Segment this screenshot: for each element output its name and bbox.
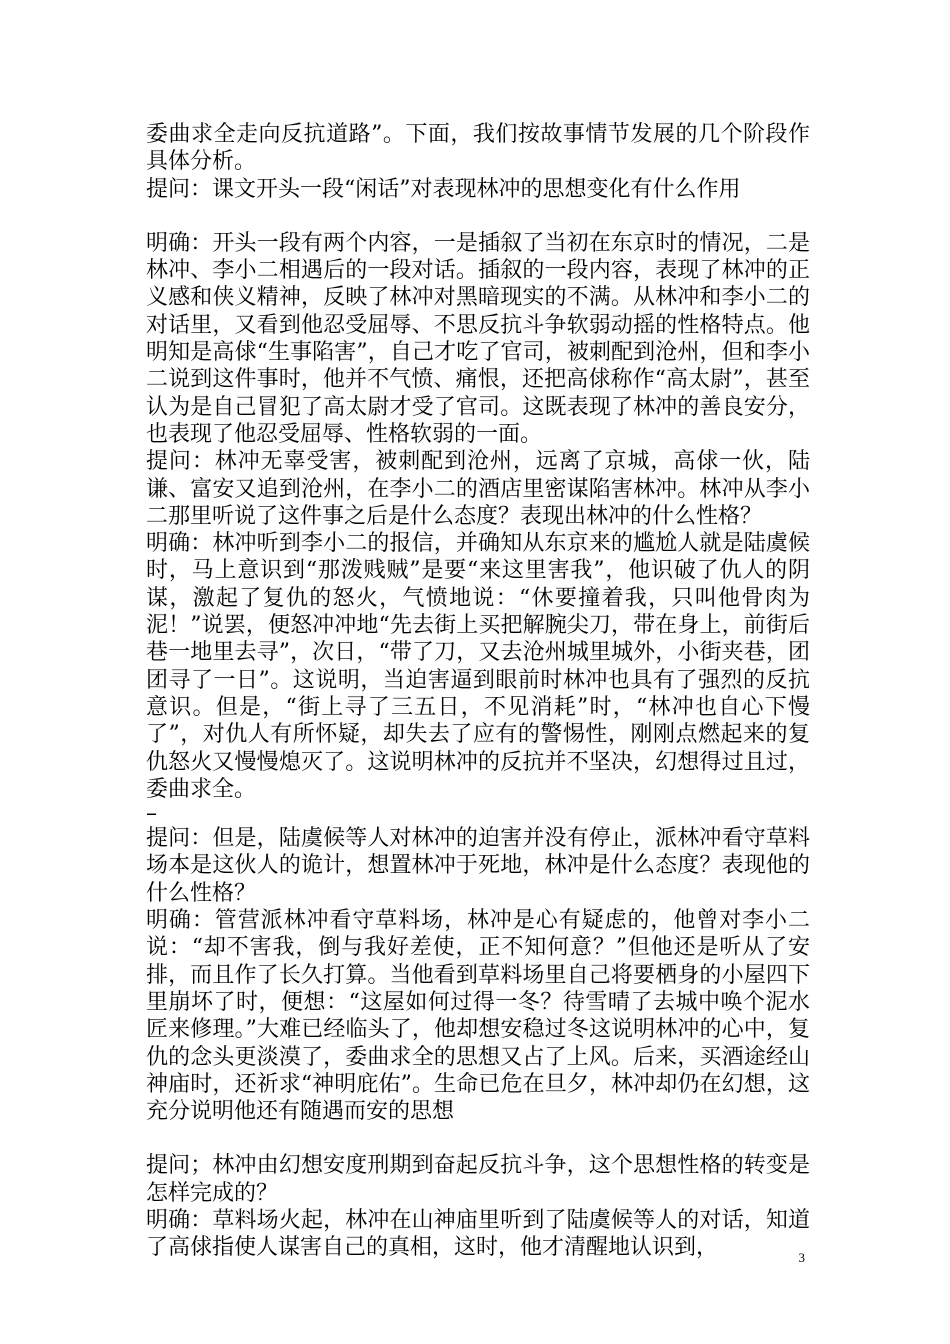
paragraph: 委曲求全走向反抗道路”。下面，我们按故事情节发展的几个阶段作具体分析。 <box>146 122 810 175</box>
blank-line <box>146 203 810 230</box>
blank-line <box>146 1125 810 1152</box>
answer-paragraph: 明确：管营派林冲看守草料场，林冲是心有疑虑的，他曾对李小二说：“却不害我，倒与我好差使，正不知何意？”但他还是听从了安排，而且作了长久打算。当他看到草料场里自己将要栖身的小屋四下里崩坏了时，便想：“这屋如何过得一冬？待雪晴了去城中唤个泥水匠来修理。”大难已经临头了，他却想安稳过冬这说明林冲的心中，复仇的念头更淡漠了，委曲求全的思想又占了上风。后来，买酒途经山神庙时，还祈求“神明庇佑”。生命已危在旦夕，林冲却仍在幻想，这充分说明他还有随遇而安的思想 <box>146 908 810 1125</box>
question-paragraph: 提问：林冲无辜受害，被刺配到沧州，远离了京城，高俅一伙，陆谦、富安又追到沧州，在李小二的酒店里密谋陷害林冲。林冲从李小二那里听说了这件事之后是什么态度？表现出林冲的什么性格？ <box>146 449 810 529</box>
question-paragraph: 提问：课文开头一段“闲话”对表现林冲的思想变化有什么作用 <box>146 176 741 202</box>
question-paragraph: 提问：但是，陆虞候等人对林冲的迫害并没有停止，派林冲看守草料场本是这伙人的诡计，想置林冲于死地，林冲是什么态度？表现他的什么性格？ <box>146 826 810 906</box>
dash-line: – <box>146 801 157 827</box>
answer-paragraph: 明确：开头一段有两个内容，一是插叙了当初在东京时的情况，二是林冲、李小二相遇后的一段对话。插叙的一段内容，表现了林冲的正义感和侠义精神，反映了林冲对黑暗现实的不满。从林冲和李小二的对话里，又看到他忍受屈辱、不思反抗斗争软弱动摇的性格特点。他明知是高俅“生事陷害”，自己才吃了官司，被刺配到沧州，但和李小二说到这件事时，他并不气愤、痛恨，还把高俅称作“高太尉”，甚至认为是自己冒犯了高太尉才受了官司。这既表现了林冲的善良安分，也表现了他忍受屈辱、性格软弱的一面。 <box>146 230 810 447</box>
page-number: 3 <box>798 1250 805 1265</box>
question-paragraph: 提问；林冲由幻想安度刑期到奋起反抗斗争，这个思想性格的转变是怎样完成的？ <box>146 1153 810 1206</box>
document-body <box>146 121 810 1262</box>
answer-paragraph: 明确：草料场火起，林冲在山神庙里听到了陆虞候等人的对话，知道了高俅指使人谋害自己的真相，这时，他才清醒地认识到， <box>146 1207 810 1261</box>
answer-paragraph: 明确：林冲听到李小二的报信，并确知从东京来的尴尬人就是陆虞候时，马上意识到“那泼贱贼”是要“来这里害我”，他识破了仇人的阴谋，激起了复仇的怒火，气愤地说：“休要撞着我，只叫他骨肉为泥！”说罢，便怒冲冲地“先去街上买把解腕尖刀，带在身上，前街后巷一地里去寻”，次日，“带了刀，又去沧州城里城外，小街夹巷，团团寻了一日”。这说明，当迫害逼到眼前时林冲也具有了强烈的反抗意识。但是，“街上寻了三五日，不见消耗”时，“林冲也自心下慢了”，对仇人有所怀疑，却失去了应有的警惕性，刚刚点燃起来的复仇怒火又慢慢熄灭了。这说明林冲的反抗并不坚决，幻想得过且过，委曲求全。 <box>146 531 810 802</box>
